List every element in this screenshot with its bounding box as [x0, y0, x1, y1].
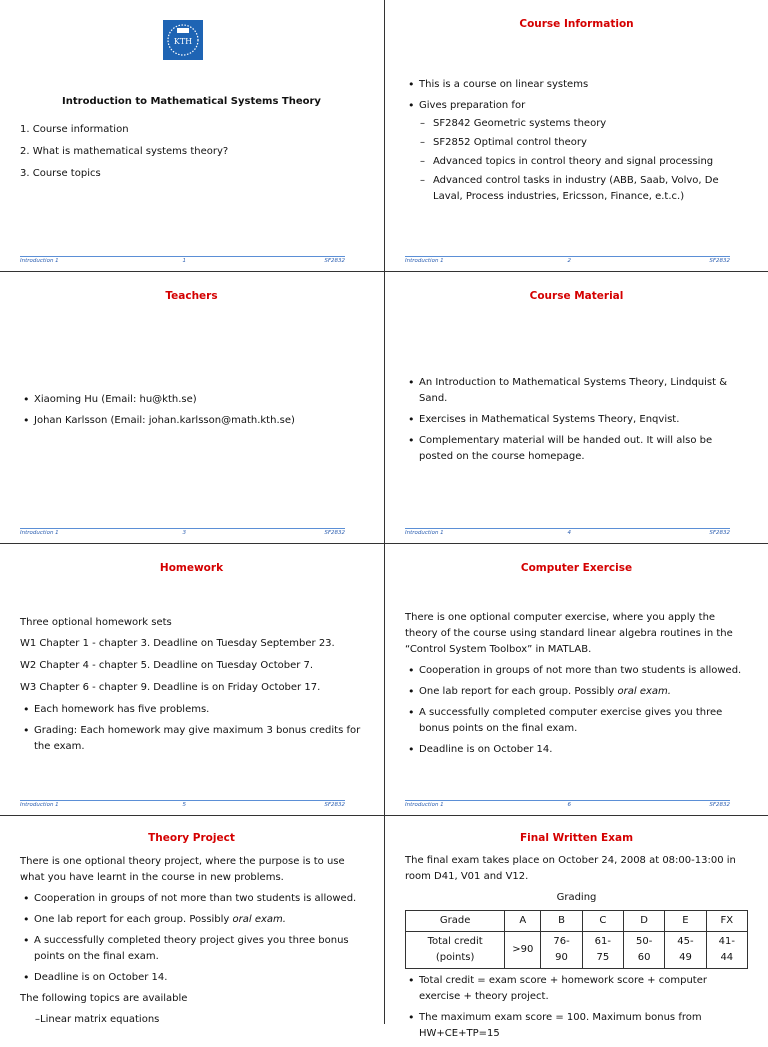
- slide-title: Course Information: [519, 18, 634, 30]
- list-item: • This is a course on linear systems: [405, 77, 748, 93]
- table-cell: 41-44: [706, 932, 747, 969]
- table-cell: B: [541, 911, 582, 932]
- table-cell: D: [624, 911, 665, 932]
- footer-label: Introduction 1: [20, 258, 59, 264]
- list-item: • Gives preparation for: [405, 98, 748, 114]
- slide-title: Homework: [159, 562, 224, 574]
- outro-text: The following topics are available: [20, 993, 188, 1004]
- list-item: • The maximum exam score = 100. Maximum bonus from HW+CE+TP=15: [405, 1010, 748, 1042]
- slide-title: Final Written Exam: [519, 832, 634, 844]
- course-code: SF2832: [709, 258, 730, 264]
- table-cell: >90: [505, 932, 541, 969]
- slide-footer: [20, 800, 345, 811]
- slide-title: Computer Exercise: [520, 562, 633, 574]
- homework-list: [20, 636, 363, 696]
- table-row: [406, 911, 748, 932]
- table-cell: 61-75: [582, 932, 623, 969]
- slide-5: [0, 544, 383, 815]
- grading-table: [405, 910, 748, 969]
- course-code: SF2832: [324, 802, 345, 808]
- list-item: – Advanced topics in control theory and signal processing: [405, 154, 748, 170]
- page-number: 2: [567, 258, 571, 264]
- list-item: • An Introduction to Mathematical Systems Theory, Lindquist & Sand.: [405, 375, 748, 407]
- list-item: • Exercises in Mathematical Systems Theory, Enqvist.: [405, 412, 748, 428]
- list-item: – Advanced control tasks in industry (ABB, Saab, Volvo, De Laval, Process industries, Ericsson, Finance, e.t.c.): [405, 173, 748, 205]
- table-cell: E: [665, 911, 706, 932]
- list-item: • Cooperation in groups of not more than two students is allowed.: [20, 891, 363, 907]
- page-number: 1: [182, 258, 186, 264]
- bullet-list: [405, 77, 748, 208]
- page-number: 3: [182, 530, 186, 536]
- list-item: – SF2842 Geometric systems theory: [405, 116, 748, 132]
- slide-footer: [20, 528, 345, 539]
- slide-3: [0, 272, 383, 543]
- table-cell: 50-60: [624, 932, 665, 969]
- table-row: [406, 932, 748, 969]
- slide-8: [385, 816, 768, 1039]
- slide-6: [385, 544, 768, 815]
- bullet-list: [20, 392, 363, 434]
- footer-label: Introduction 1: [20, 530, 59, 536]
- bullet-list: [405, 973, 748, 1042]
- slide-footer: [405, 528, 730, 539]
- slide-title: Course Material: [529, 290, 624, 302]
- list-item: • Each homework has five problems.: [20, 702, 363, 718]
- list-item: • Grading: Each homework may give maximum 3 bonus credits for the exam.: [20, 723, 363, 755]
- list-item: • Deadline is on October 14.: [20, 970, 363, 986]
- kth-logo-icon: [163, 20, 203, 60]
- table-cell: A: [505, 911, 541, 932]
- list-item: • Deadline is on October 14.: [405, 742, 748, 758]
- course-code: SF2832: [709, 530, 730, 536]
- list-item: • One lab report for each group. Possibly oral exam.: [20, 912, 363, 928]
- list-item: • Johan Karlsson (Email: johan.karlsson@math.kth.se): [20, 413, 363, 429]
- list-item: • Total credit = exam score + homework score + computer exercise + theory project.: [405, 973, 748, 1005]
- course-code: SF2832: [709, 802, 730, 808]
- slide-1: [0, 0, 383, 271]
- slide-title: Theory Project: [148, 832, 235, 844]
- footer-label: Introduction 1: [405, 530, 444, 536]
- course-code: SF2832: [324, 530, 345, 536]
- slide-body: [20, 615, 363, 760]
- table-cell: Total credit (points): [406, 932, 505, 969]
- page-number: 6: [567, 802, 571, 808]
- bullet-list: [405, 663, 748, 758]
- slide-title: Introduction to Mathematical Systems Theory: [62, 96, 321, 107]
- list-item: 2. What is mathematical systems theory?: [20, 146, 229, 157]
- slide-footer: [405, 800, 730, 811]
- footer-label: Introduction 1: [20, 802, 59, 808]
- list-item: – Linear matrix equations: [20, 1012, 363, 1028]
- list-item: • One lab report for each group. Possibly oral exam.: [405, 684, 748, 700]
- page-number: 5: [182, 802, 186, 808]
- footer-label: Introduction 1: [405, 258, 444, 264]
- intro-text: There is one optional theory project, where the purpose is to use what you have learnt in the course in new problems.: [20, 856, 345, 883]
- list-item: 3. Course topics: [20, 168, 101, 179]
- slide-body: [405, 610, 748, 763]
- table-cell: Grade: [406, 911, 505, 932]
- intro-text: Three optional homework sets: [20, 617, 172, 628]
- svg-text:KTH: KTH: [173, 37, 193, 46]
- page-number: 4: [567, 530, 571, 536]
- list-item: W2 Chapter 4 - chapter 5. Deadline on Tuesday October 7.: [20, 660, 314, 671]
- list-item: • Xiaoming Hu (Email: hu@kth.se): [20, 392, 363, 408]
- slide-footer: [20, 256, 345, 267]
- slide-7: [0, 816, 383, 1024]
- list-item: • Complementary material will be handed out. It will also be posted on the course homepage.: [405, 433, 748, 465]
- bullet-list: [20, 891, 363, 986]
- footer-label: Introduction 1: [405, 802, 444, 808]
- list-item: • A successfully completed theory project gives you three bonus points on the final exam.: [20, 933, 363, 965]
- slide-4: [385, 272, 768, 543]
- intro-text: The final exam takes place on October 24, 2008 at 08:00-13:00 in room D41, V01 and V12.: [405, 855, 736, 882]
- list-item: • A successfully completed computer exercise gives you three bonus points on the final exam.: [405, 705, 748, 737]
- grading-label: Grading: [556, 892, 597, 903]
- course-code: SF2832: [324, 258, 345, 264]
- slide-body: [20, 854, 363, 1031]
- slide-body: [405, 853, 748, 1047]
- table-cell: 45-49: [665, 932, 706, 969]
- bullet-list: [20, 702, 363, 755]
- list-item: – SF2852 Optimal control theory: [405, 135, 748, 151]
- intro-text: There is one optional computer exercise, where you apply the theory of the course using standard linear algebra routines in the “Control System Toolbox” in MATLAB.: [405, 612, 733, 655]
- slide-footer: [405, 256, 730, 267]
- table-cell: C: [582, 911, 623, 932]
- list-item: W3 Chapter 6 - chapter 9. Deadline is on Friday October 17.: [20, 682, 321, 693]
- table-cell: 76-90: [541, 932, 582, 969]
- table-cell: FX: [706, 911, 747, 932]
- list-item: 1. Course information: [20, 124, 129, 135]
- list-item: • Cooperation in groups of not more than two students is allowed.: [405, 663, 748, 679]
- slide-title: Teachers: [165, 290, 218, 302]
- slide-2: [385, 0, 768, 271]
- topic-list: [20, 1012, 363, 1028]
- outline-list: [20, 122, 363, 188]
- bullet-list: [405, 375, 748, 470]
- list-item: W1 Chapter 1 - chapter 3. Deadline on Tuesday September 23.: [20, 638, 335, 649]
